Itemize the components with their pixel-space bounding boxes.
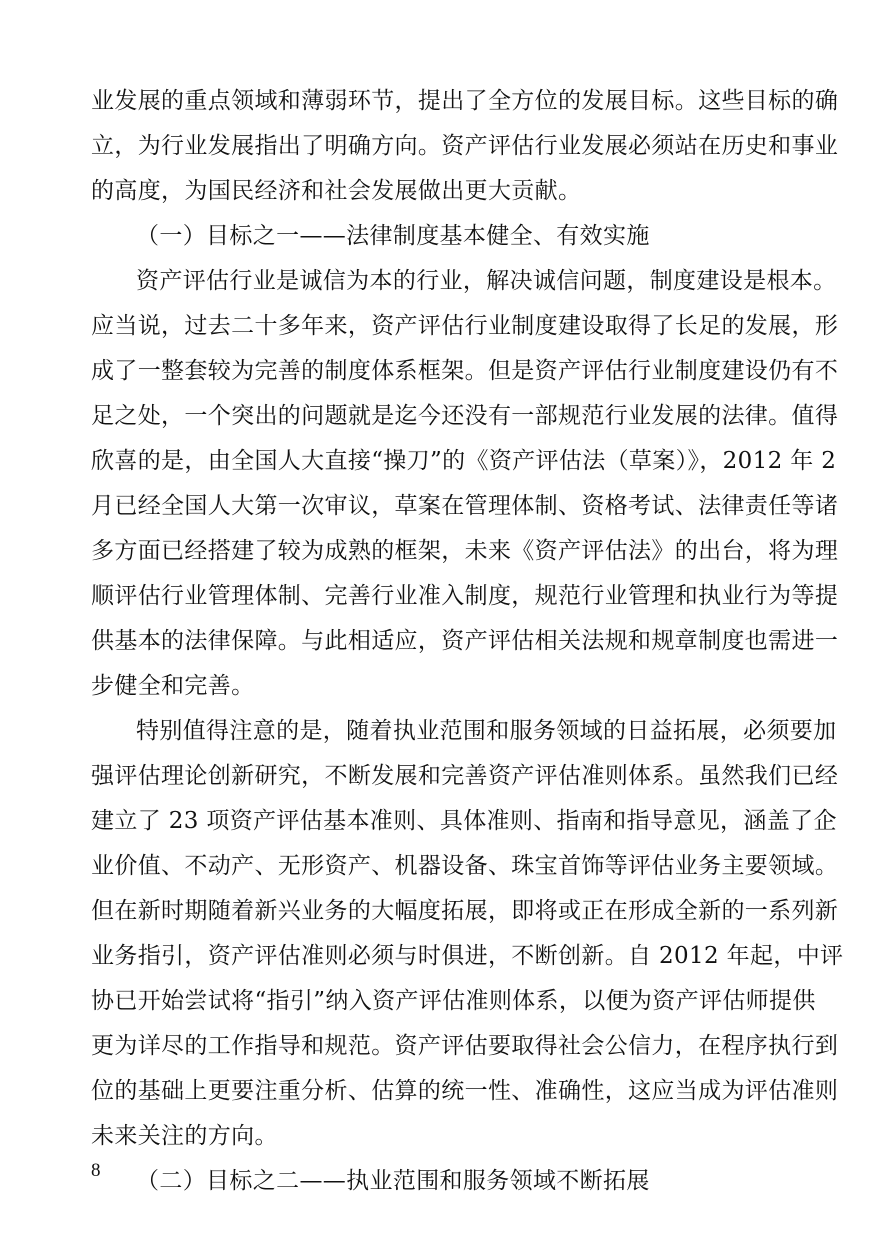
body-text-line: 特别值得注意的是，随着执业范围和服务领域的日益拓展，必须要加 (136, 718, 837, 744)
body-text-line: 供基本的法律保障。与此相适应，资产评估相关法规和规章制度也需进一 (91, 628, 839, 654)
body-text-line: 协已开始尝试将“指引”纳入资产评估准则体系，以便为资产评估师提供 (91, 988, 816, 1014)
body-text-line: 顺评估行业管理体制、完善行业准入制度，规范行业管理和执业行为等提 (91, 583, 839, 609)
body-text-line: 成了一整套较为完善的制度体系框架。但是资产评估行业制度建设仍有不 (91, 358, 839, 384)
body-text-line: 业发展的重点领域和薄弱环节，提出了全方位的发展目标。这些目标的确 (91, 88, 839, 114)
body-text-line: 业价值、不动产、无形资产、机器设备、珠宝首饰等评估业务主要领域。 (91, 853, 839, 879)
body-text-line: 月已经全国人大第一次审议，草案在管理体制、资格考试、法律责任等诸 (91, 493, 839, 519)
body-text-line: 未来关注的方向。 (91, 1123, 278, 1149)
body-text-line: 足之处，一个突出的问题就是迄今还没有一部规范行业发展的法律。值得 (91, 403, 839, 429)
body-text-line: 的高度，为国民经济和社会发展做出更大贡献。 (91, 178, 582, 204)
body-text-line: 业务指引，资产评估准则必须与时俱进，不断创新。自 2012 年起，中评 (91, 943, 844, 969)
section-heading-1: （一）目标之一——法律制度基本健全、有效实施 (136, 223, 650, 249)
body-text-line: 立，为行业发展指出了明确方向。资产评估行业发展必须站在历史和事业 (91, 133, 839, 159)
page-number: 8 (91, 1160, 101, 1181)
body-text-line: 欣喜的是，由全国人大直接“操刀”的《资产评估法（草案）》，2012 年 2 (91, 448, 837, 474)
body-text-line: 应当说，过去二十多年来，资产评估行业制度建设取得了长足的发展，形 (91, 313, 839, 339)
body-text-line: 步健全和完善。 (91, 673, 255, 699)
body-text-line: 更为详尽的工作指导和规范。资产评估要取得社会公信力，在程序执行到 (91, 1033, 839, 1059)
body-text-line: 强评估理论创新研究，不断发展和完善资产评估准则体系。虽然我们已经 (91, 763, 839, 789)
section-heading-2: （二）目标之二——执业范围和服务领域不断拓展 (136, 1168, 650, 1194)
body-text-line: 位的基础上更要注重分析、估算的统一性、准确性，这应当成为评估准则 (91, 1078, 839, 1104)
body-text-line: 建立了 23 项资产评估基本准则、具体准则、指南和指导意见，涵盖了企 (91, 808, 837, 834)
body-text-line: 多方面已经搭建了较为成熟的框架，未来《资产评估法》的出台，将为理 (91, 538, 839, 564)
body-text-line: 但在新时期随着新兴业务的大幅度拓展，即将或正在形成全新的一系列新 (91, 898, 839, 924)
body-text-line: 资产评估行业是诚信为本的行业，解决诚信问题，制度建设是根本。 (136, 268, 837, 294)
